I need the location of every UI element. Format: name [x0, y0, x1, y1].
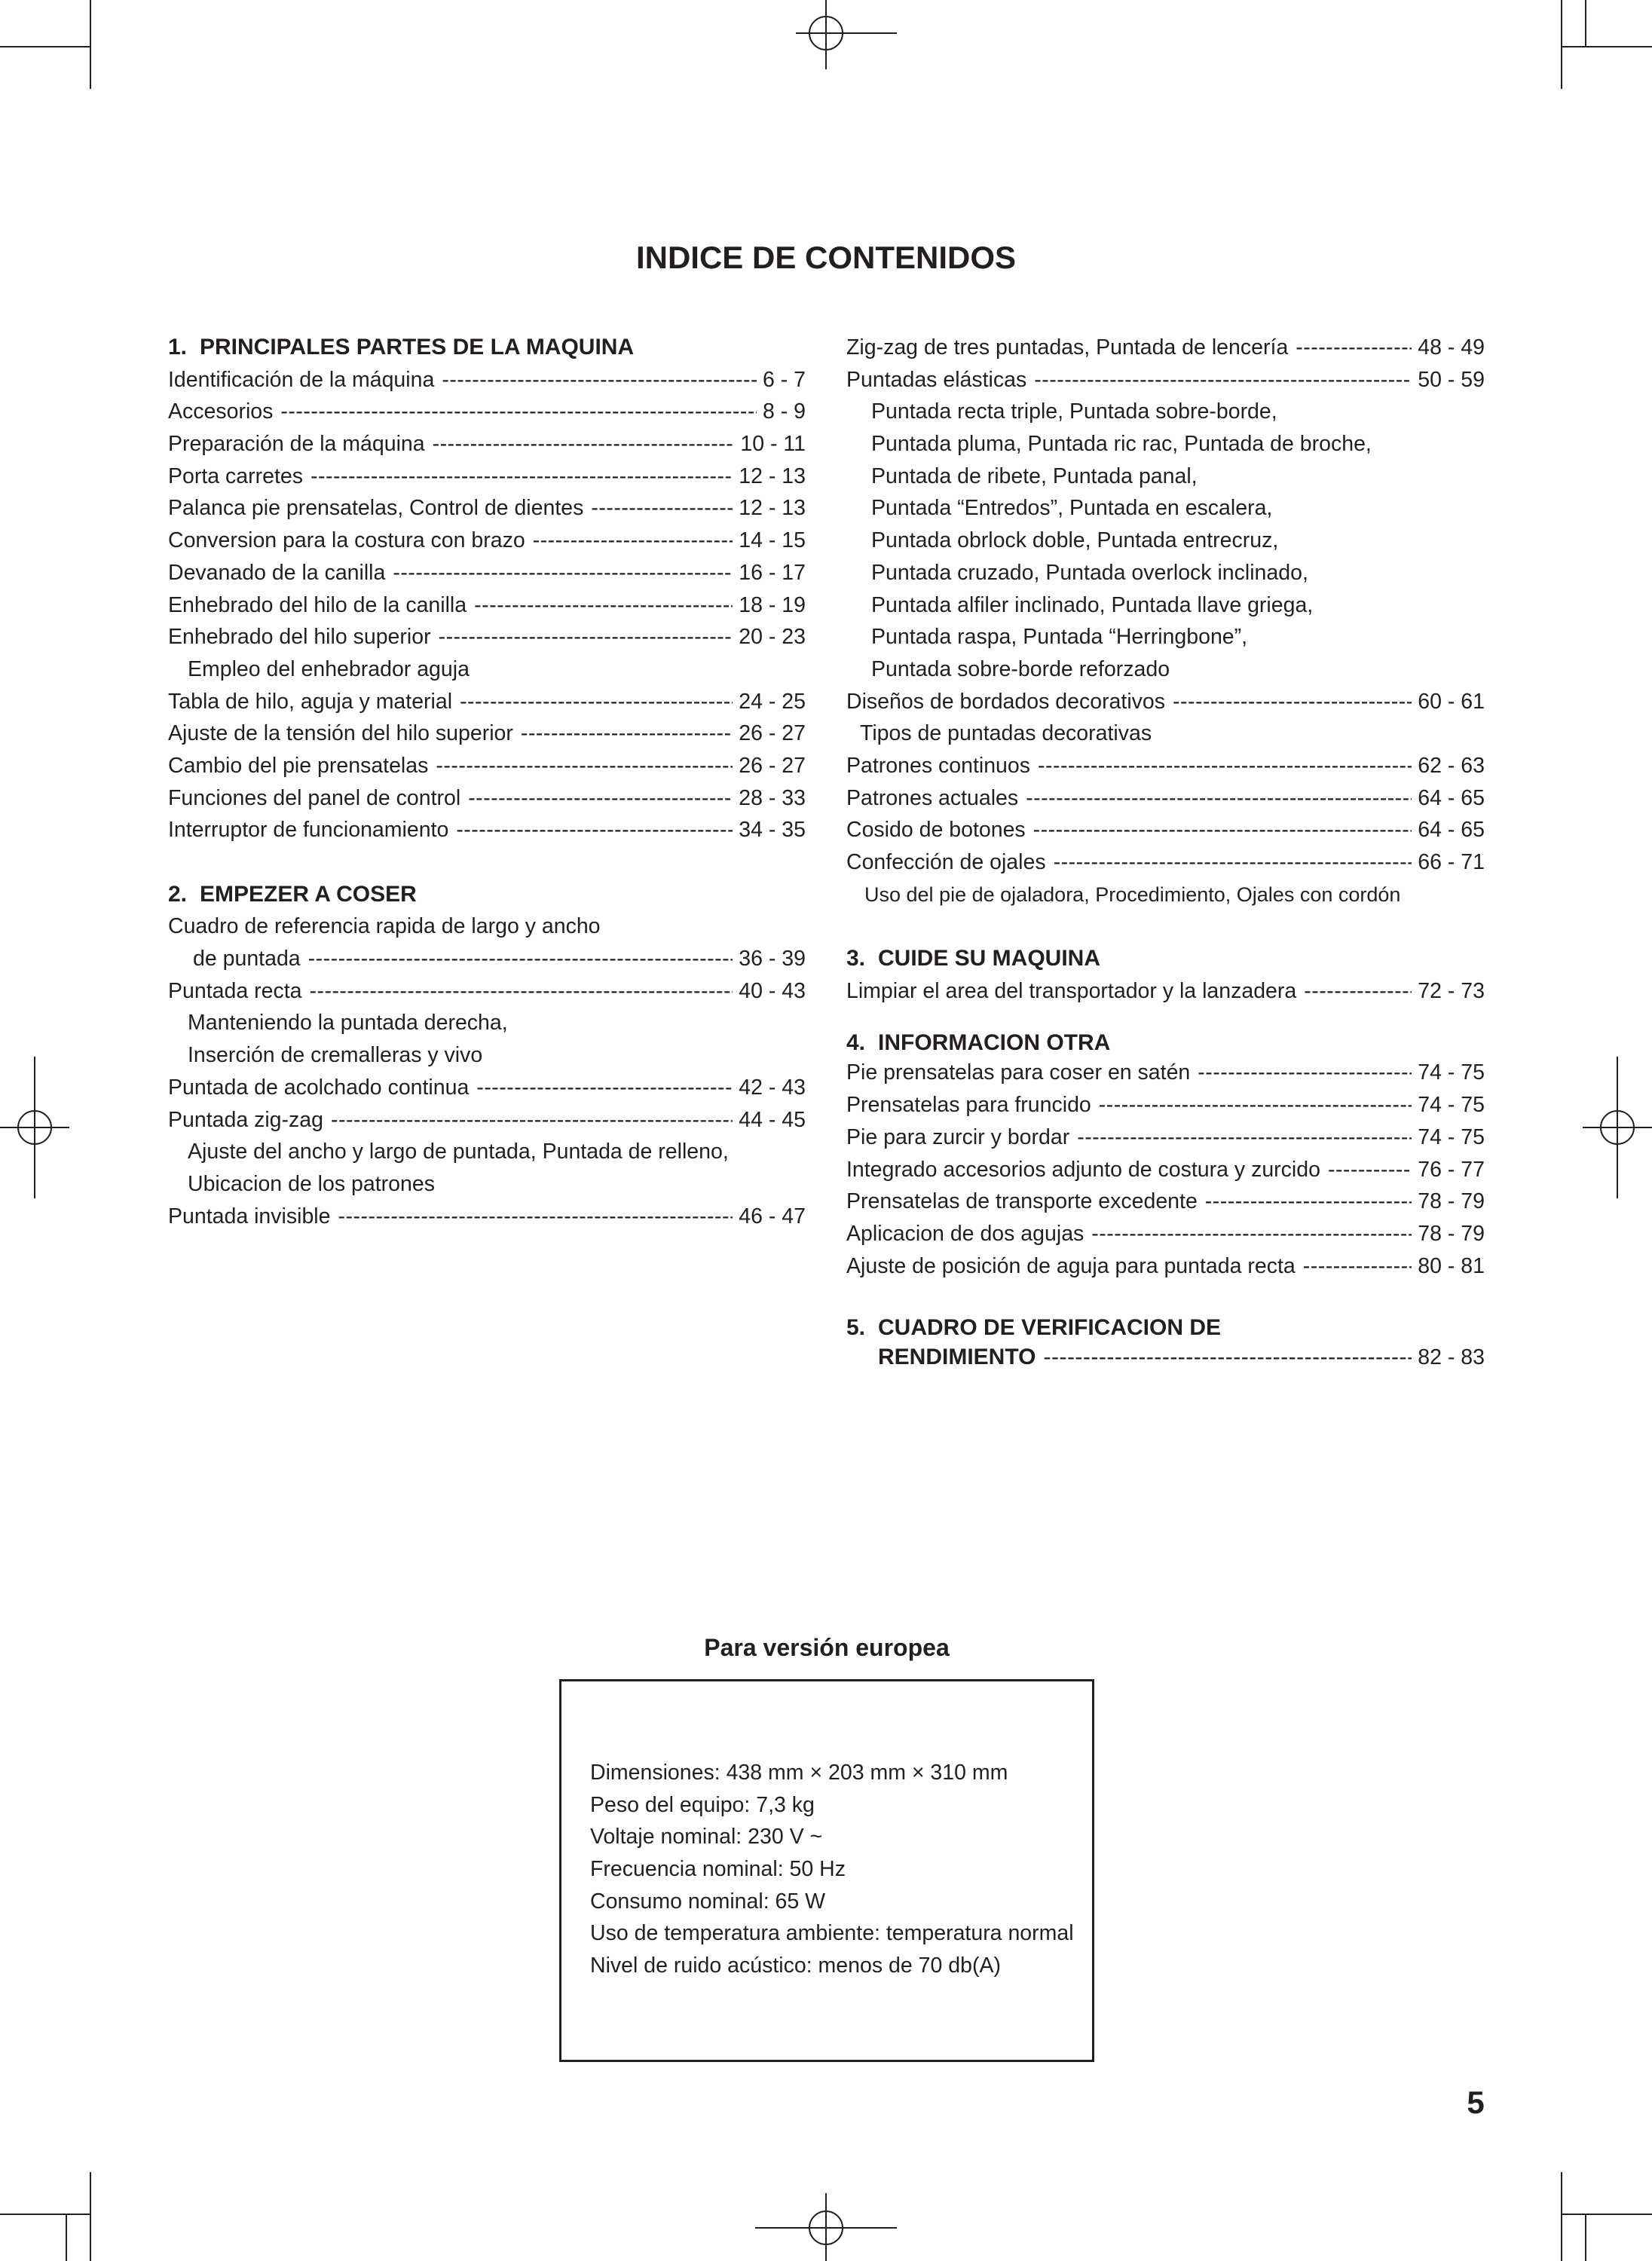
dot-leader: [1018, 782, 1412, 815]
toc-entry-label: Pie prensatelas para coser en satén: [846, 1060, 1191, 1085]
dot-leader: [1046, 846, 1412, 879]
toc-entry: [168, 943, 806, 975]
dot-leader: [1026, 364, 1412, 396]
toc-entry-label: Puntada de acolchado continua: [168, 1075, 470, 1100]
toc-entry-label: Confección de ojales: [846, 850, 1046, 874]
toc-entry-label: Enhebrado del hilo de la canilla: [168, 592, 467, 617]
toc-entry-label: Puntada sobre-borde reforzado: [871, 656, 1170, 681]
toc-entry-label: Ajuste de la tensión del hilo superior: [168, 721, 513, 746]
toc-entry-pages: 78 - 79: [1418, 1189, 1485, 1214]
toc-entry: [168, 686, 806, 718]
toc-entry-label: Puntada cruzado, Puntada overlock inclinado,: [871, 560, 1308, 585]
dot-leader: [1030, 750, 1412, 782]
toc-entry-pages: 60 - 61: [1418, 689, 1485, 714]
toc-entry-label: Puntada raspa, Puntada “Herringbone”,: [871, 625, 1248, 650]
toc-entry-label: Porta carretes: [168, 464, 303, 488]
toc-entry-label: Preparación de la máquina: [168, 432, 425, 457]
toc-entry-label: Pie para zurcir y bordar: [846, 1124, 1070, 1149]
toc-entry: [168, 525, 806, 557]
toc-entry-pages: 36 - 39: [739, 947, 806, 971]
toc-entry-pages: 34 - 35: [739, 818, 806, 843]
toc-entry-label: Limpiar el area del transportador y la lanzadera: [846, 978, 1297, 1003]
dot-leader: [273, 396, 757, 428]
toc-entry: [846, 460, 1485, 493]
dot-leader: [1288, 332, 1412, 364]
toc-entry: [168, 653, 806, 686]
toc-entry-pages: 46 - 47: [739, 1204, 806, 1228]
toc-entry-label: Empleo del enhebrador aguja: [188, 656, 470, 681]
toc-entry: [168, 782, 806, 815]
toc-entry: [168, 589, 806, 622]
toc-entry: [168, 1007, 806, 1039]
spec-list: [590, 1757, 1074, 1982]
dot-leader: [1084, 1218, 1412, 1250]
toc-entry: [846, 653, 1485, 686]
toc-entry-label: Inserción de cremalleras y vivo: [188, 1043, 483, 1068]
toc-entry-label: Puntada de ribete, Puntada panal,: [871, 464, 1198, 488]
spec-box: [559, 1679, 1094, 2062]
spec-line: Uso de temperatura ambiente: temperatura normal: [590, 1921, 1074, 1946]
toc-entry-pages: 50 - 59: [1418, 367, 1485, 392]
toc-entry-label: Puntada invisible: [168, 1204, 331, 1228]
toc-entry: [168, 910, 806, 943]
toc-entry-pages: 48 - 49: [1418, 335, 1485, 359]
toc-entry: [846, 557, 1485, 589]
spec-box-title: Para versión europea: [704, 1634, 950, 1661]
dot-leader: [1091, 1089, 1412, 1121]
dot-leader: [303, 460, 733, 493]
section-heading: 3. CUIDE SU MAQUINA: [846, 946, 1101, 971]
toc-entry: [846, 750, 1485, 782]
toc-entry: [846, 1186, 1485, 1218]
toc-entry-label: Diseños de bordados decorativos: [846, 689, 1166, 714]
dot-leader: [1069, 1121, 1412, 1154]
toc-entry-label: Puntada recta triple, Puntada sobre-borde,: [871, 399, 1277, 424]
toc-entry: [168, 364, 806, 396]
toc-entry: [846, 1250, 1485, 1283]
toc-entry-pages: 42 - 43: [739, 1075, 806, 1100]
toc-entry: [168, 717, 806, 750]
toc-entry-pages: 62 - 63: [1418, 753, 1485, 778]
toc-entry-label: Puntadas elásticas: [846, 367, 1027, 392]
toc-entry-label: Puntada pluma, Puntada ric rac, Puntada de broche,: [871, 432, 1372, 457]
toc-entry: [846, 364, 1485, 396]
toc-entry-pages: 12 - 13: [739, 496, 806, 521]
toc-entry: [846, 1218, 1485, 1250]
toc-entry-label: Palanca pie prensatelas, Control de dientes: [168, 496, 584, 521]
toc-entry-label: de puntada: [193, 947, 301, 971]
dot-leader: [428, 750, 733, 782]
toc-entry-label: Tabla de hilo, aguja y material: [168, 689, 453, 714]
toc-entry-label: Patrones actuales: [846, 785, 1019, 810]
toc-entry-label: Enhebrado del hilo superior: [168, 625, 431, 650]
page-number: 5: [1467, 2085, 1485, 2120]
toc-entry-pages: 10 - 11: [740, 432, 806, 457]
toc-entry: [846, 525, 1485, 557]
section-heading: 2. EMPEZER A COSER: [168, 881, 417, 907]
toc-entry-pages: 74 - 75: [1418, 1093, 1485, 1118]
toc-entry: [846, 1154, 1485, 1186]
toc-entry-label: Puntada obrlock doble, Puntada entrecruz,: [871, 528, 1279, 553]
dot-leader: [525, 525, 733, 557]
toc-entry-pages: 8 - 9: [762, 399, 806, 424]
dot-leader: [1296, 975, 1412, 1008]
dot-leader: [434, 364, 757, 396]
toc-right-column: [846, 332, 1485, 1374]
toc-entry: [168, 814, 806, 846]
toc-entry-pages: 20 - 23: [739, 625, 806, 650]
section-heading: 1. PRINCIPALES PARTES DE LA MAQUINA: [168, 335, 635, 359]
toc-entry-label: Interruptor de funcionamiento: [168, 818, 449, 843]
dot-leader: [1296, 1250, 1412, 1283]
toc-entry: [846, 492, 1485, 525]
toc-entry: [846, 686, 1485, 718]
toc-entry: [168, 975, 806, 1008]
spec-line: Dimensiones: 438 mm × 203 mm × 310 mm: [590, 1761, 1008, 1785]
toc-entry-label: Uso del pie de ojaladora, Procedimiento, Ojales con cordón: [864, 883, 1401, 906]
section-heading: 4. INFORMACION OTRA: [846, 1030, 1111, 1056]
toc-entry-pages: 64 - 65: [1418, 818, 1485, 843]
dot-leader: [431, 621, 733, 653]
section-heading: 5. CUADRO DE VERIFICACION DE: [846, 1314, 1222, 1340]
toc-entry: [846, 621, 1485, 653]
toc-entry-label: Ajuste de posición de aguja para puntada recta: [846, 1253, 1296, 1278]
toc-entry-label: Conversion para la costura con brazo: [168, 528, 525, 553]
toc-entry: [846, 1089, 1485, 1121]
dot-leader: [301, 975, 733, 1008]
toc-entry-pages: 78 - 79: [1418, 1221, 1485, 1246]
spec-line: Voltaje nominal: 230 V ~: [590, 1825, 823, 1849]
spec-line: Peso del equipo: 7,3 kg: [590, 1792, 815, 1817]
toc-entry-pages: 26 - 27: [739, 721, 806, 746]
toc-entry: [168, 750, 806, 782]
toc-entry-label: Ajuste del ancho y largo de puntada, Puntada de relleno,: [188, 1140, 729, 1164]
toc-entry-pages: 72 - 73: [1418, 978, 1485, 1003]
toc-entry: [846, 589, 1485, 622]
toc-entry-pages: 44 - 45: [739, 1107, 806, 1132]
toc-entry-label: Aplicacion de dos agujas: [846, 1221, 1085, 1246]
dot-leader: [448, 814, 733, 846]
toc-entry-pages: 18 - 19: [739, 592, 806, 617]
toc-entry: [846, 1121, 1485, 1154]
toc-entry-label: Cosido de botones: [846, 818, 1026, 843]
toc-entry: [168, 460, 806, 493]
toc-entry: [846, 717, 1485, 750]
toc-entry-pages: 64 - 65: [1418, 785, 1485, 810]
toc-entry-label: Prensatelas para fruncido: [846, 1093, 1091, 1118]
toc-entry-label: Funciones del panel de control: [168, 785, 461, 810]
dot-leader: [330, 1201, 733, 1233]
toc-entry: [846, 846, 1485, 879]
page-title: INDICE DE CONTENIDOS: [635, 240, 1017, 275]
dot-leader: [1190, 1057, 1412, 1089]
dot-leader: [1026, 814, 1412, 846]
toc-entry-pages: 80 - 81: [1418, 1253, 1485, 1278]
dot-leader: [385, 557, 733, 589]
toc-entry: [168, 1168, 806, 1201]
spec-line: Consumo nominal: 65 W: [590, 1889, 826, 1914]
toc-entry: [846, 332, 1485, 364]
toc-entry-pages: 28 - 33: [739, 785, 806, 810]
toc-entry-label: Puntada recta: [168, 978, 302, 1003]
toc-entry-label: Puntada zig-zag: [168, 1107, 323, 1132]
toc-entry-label: Identificación de la máquina: [168, 367, 435, 392]
toc-entry-label: Cuadro de referencia rapida de largo y ancho: [168, 914, 601, 939]
toc-entry-pages: 24 - 25: [739, 689, 806, 714]
toc-entry-label: Tipos de puntadas decorativas: [860, 721, 1152, 746]
toc-entry: [846, 1057, 1485, 1089]
dot-leader: [467, 589, 733, 622]
toc-entry: [168, 1104, 806, 1137]
toc-entry-label: Zig-zag de tres puntadas, Puntada de lencería: [846, 335, 1289, 359]
toc-entry-pages: 14 - 15: [739, 528, 806, 553]
toc-entry-label: Cambio del pie prensatelas: [168, 753, 429, 778]
toc-entry-pages: 16 - 17: [739, 560, 806, 585]
toc-entry-label: Ubicacion de los patrones: [188, 1171, 435, 1196]
toc-entry-label: Manteniendo la puntada derecha,: [188, 1011, 508, 1036]
dot-leader: [583, 492, 733, 525]
spec-line: Nivel de ruido acústico: menos de 70 db(A): [590, 1954, 1001, 1978]
toc-entry-pages: 74 - 75: [1418, 1124, 1485, 1149]
toc-entry-label: Devanado de la canilla: [168, 560, 386, 585]
toc-entry: [846, 814, 1485, 846]
toc-entry-label: Integrado accesorios adjunto de costura y zurcido: [846, 1157, 1320, 1182]
dot-leader: [301, 943, 733, 975]
toc-entry-label: Prensatelas de transporte excedente: [846, 1189, 1198, 1214]
toc-entry: [168, 1039, 806, 1072]
toc-entry-pages: 66 - 71: [1418, 850, 1485, 874]
toc-entry: [168, 396, 806, 428]
toc-entry: [168, 621, 806, 653]
dot-leader: [452, 686, 733, 718]
dot-leader: [1165, 686, 1412, 718]
dot-leader: [1198, 1186, 1412, 1218]
spec-line: Frecuencia nominal: 50 Hz: [590, 1857, 846, 1882]
toc-entry-label: Accesorios: [168, 399, 274, 424]
toc-entry: [168, 428, 806, 460]
toc-entry: [168, 1136, 806, 1168]
toc-entry: [168, 492, 806, 525]
toc-entry-label: Puntada “Entredos”, Puntada en escalera,: [871, 496, 1273, 521]
toc-entry-pages: 76 - 77: [1418, 1157, 1485, 1182]
dot-leader: [425, 428, 735, 460]
toc-entry: RENDIMIENTO ----- 82 - 83: [846, 1342, 1485, 1374]
toc-entry: [168, 1072, 806, 1104]
toc-entry: [168, 557, 806, 589]
toc-left-column: [168, 332, 806, 1232]
dot-leader: [1320, 1154, 1412, 1186]
toc-entry-label: Puntada alfiler inclinado, Puntada llave griega,: [871, 592, 1314, 617]
toc-entry: [846, 975, 1485, 1008]
toc-entry: [846, 396, 1485, 428]
toc-entry-pages: 26 - 27: [739, 753, 806, 778]
toc-entry-pages: 6 - 7: [762, 367, 806, 392]
toc-entry-pages: 40 - 43: [739, 978, 806, 1003]
toc-entry: [846, 782, 1485, 815]
dot-leader: [513, 717, 733, 750]
dot-leader: [469, 1072, 733, 1104]
toc-entry: [168, 1201, 806, 1233]
toc-entry-pages: 74 - 75: [1418, 1060, 1485, 1085]
dot-leader: [460, 782, 733, 815]
toc-entry-pages: 12 - 13: [739, 464, 806, 488]
toc-entry: [846, 879, 1485, 911]
toc-entry-label: Patrones continuos: [846, 753, 1030, 778]
dot-leader: [323, 1104, 733, 1137]
toc-entry: [846, 428, 1485, 460]
